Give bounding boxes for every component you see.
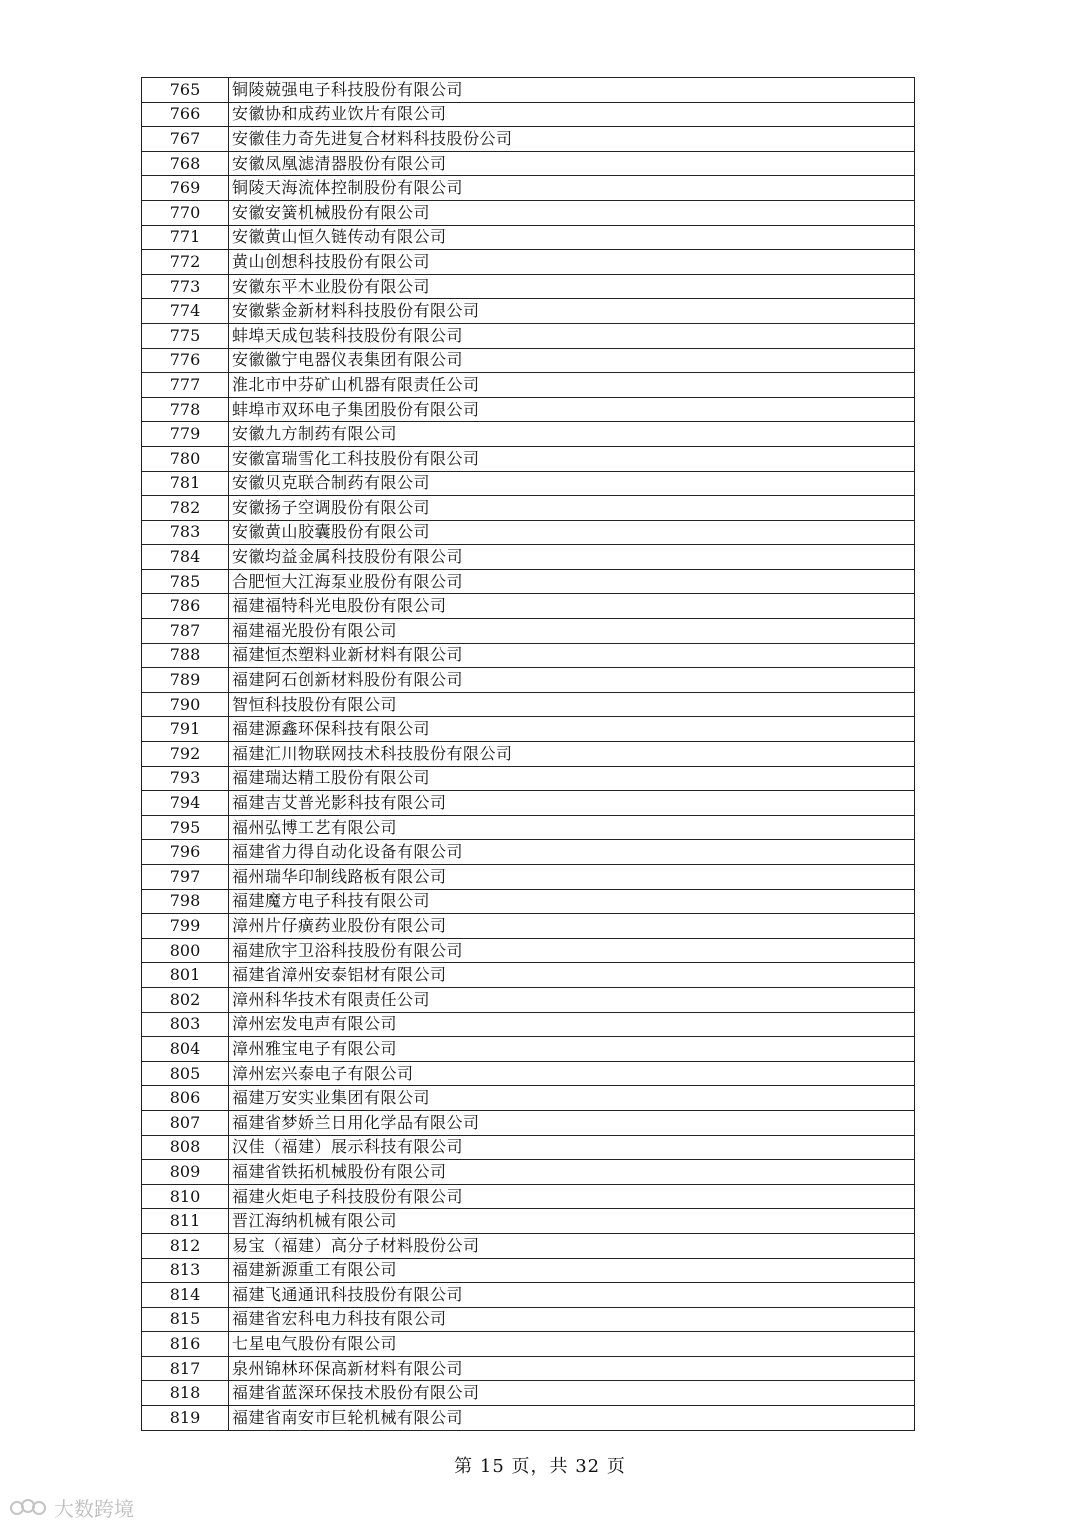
table-row: [142, 151, 915, 176]
table-row: [142, 373, 915, 398]
row-number-cell: 795: [142, 815, 229, 840]
company-name-cell: 福建源鑫环保科技有限公司: [229, 717, 915, 742]
row-number-cell: 799: [142, 914, 229, 939]
company-name-cell: 福建省宏科电力科技有限公司: [229, 1307, 915, 1332]
table-row: [142, 914, 915, 939]
row-number-cell: 791: [142, 717, 229, 742]
company-name-cell: 福州瑞华印制线路板有限公司: [229, 865, 915, 890]
table-row: [142, 1012, 915, 1037]
row-number-cell: 774: [142, 299, 229, 324]
company-name-cell: 蚌埠市双环电子集团股份有限公司: [229, 397, 915, 422]
row-number-cell: 779: [142, 422, 229, 447]
row-number-cell: 814: [142, 1283, 229, 1308]
company-name-cell: 铜陵兢强电子科技股份有限公司: [229, 78, 915, 103]
row-number-cell: 770: [142, 200, 229, 225]
table-row: [142, 102, 915, 127]
table-row: [142, 1209, 915, 1234]
table-row: [142, 545, 915, 570]
row-number-cell: 766: [142, 102, 229, 127]
table-row: [142, 766, 915, 791]
company-name-cell: 蚌埠天成包装科技股份有限公司: [229, 323, 915, 348]
table-row: [142, 1258, 915, 1283]
company-name-cell: 安徽贝克联合制药有限公司: [229, 471, 915, 496]
row-number-cell: 788: [142, 643, 229, 668]
table-row: [142, 520, 915, 545]
table-row: [142, 397, 915, 422]
row-number-cell: 802: [142, 987, 229, 1012]
company-list-table: [141, 77, 915, 1431]
row-number-cell: 796: [142, 840, 229, 865]
row-number-cell: 789: [142, 668, 229, 693]
table-row: [142, 471, 915, 496]
row-number-cell: 785: [142, 569, 229, 594]
company-name-cell: 汉佳（福建）展示科技有限公司: [229, 1135, 915, 1160]
table-row: [142, 717, 915, 742]
company-name-cell: 漳州雅宝电子有限公司: [229, 1037, 915, 1062]
company-name-cell: 福建吉艾普光影科技有限公司: [229, 791, 915, 816]
table-row: [142, 225, 915, 250]
table-row: [142, 1307, 915, 1332]
company-name-cell: 福建火炬电子科技股份有限公司: [229, 1184, 915, 1209]
company-name-cell: 安徽佳力奇先进复合材料科技股份公司: [229, 127, 915, 152]
table-row: [142, 938, 915, 963]
table-row: [142, 1356, 915, 1381]
table-row: [142, 742, 915, 767]
company-name-cell: 福建福特科光电股份有限公司: [229, 594, 915, 619]
row-number-cell: 807: [142, 1110, 229, 1135]
table-row: [142, 323, 915, 348]
row-number-cell: 768: [142, 151, 229, 176]
company-name-cell: 安徽均益金属科技股份有限公司: [229, 545, 915, 570]
company-name-cell: 福建福光股份有限公司: [229, 619, 915, 644]
row-number-cell: 794: [142, 791, 229, 816]
row-number-cell: 805: [142, 1061, 229, 1086]
table-row: [142, 1135, 915, 1160]
row-number-cell: 782: [142, 496, 229, 521]
row-number-cell: 778: [142, 397, 229, 422]
row-number-cell: 790: [142, 692, 229, 717]
row-number-cell: 809: [142, 1160, 229, 1185]
company-name-cell: 智恒科技股份有限公司: [229, 692, 915, 717]
table-row: [142, 815, 915, 840]
company-name-cell: 福建省南安市巨轮机械有限公司: [229, 1406, 915, 1431]
row-number-cell: 817: [142, 1356, 229, 1381]
table-row: [142, 963, 915, 988]
table-row: [142, 1086, 915, 1111]
company-name-cell: 漳州科华技术有限责任公司: [229, 987, 915, 1012]
table-row: [142, 78, 915, 103]
table-row: [142, 569, 915, 594]
table-row: [142, 840, 915, 865]
table-row: [142, 446, 915, 471]
row-number-cell: 793: [142, 766, 229, 791]
row-number-cell: 816: [142, 1332, 229, 1357]
company-name-cell: 易宝（福建）高分子材料股份公司: [229, 1233, 915, 1258]
table-row: [142, 1381, 915, 1406]
company-name-cell: 安徽凤凰滤清器股份有限公司: [229, 151, 915, 176]
company-name-cell: 福建省蓝深环保技术股份有限公司: [229, 1381, 915, 1406]
company-name-cell: 合肥恒大江海泵业股份有限公司: [229, 569, 915, 594]
company-name-cell: 泉州锦林环保高新材料有限公司: [229, 1356, 915, 1381]
row-number-cell: 783: [142, 520, 229, 545]
company-name-cell: 漳州宏兴泰电子有限公司: [229, 1061, 915, 1086]
row-number-cell: 806: [142, 1086, 229, 1111]
company-name-cell: 安徽紫金新材料科技股份有限公司: [229, 299, 915, 324]
table-row: [142, 348, 915, 373]
company-name-cell: 福建瑞达精工股份有限公司: [229, 766, 915, 791]
row-number-cell: 771: [142, 225, 229, 250]
company-name-cell: 福建省梦娇兰日用化学品有限公司: [229, 1110, 915, 1135]
company-name-cell: 安徽黄山恒久链传动有限公司: [229, 225, 915, 250]
table-row: [142, 1037, 915, 1062]
row-number-cell: 775: [142, 323, 229, 348]
row-number-cell: 818: [142, 1381, 229, 1406]
company-name-cell: 黄山创想科技股份有限公司: [229, 250, 915, 275]
company-name-cell: 淮北市中芬矿山机器有限责任公司: [229, 373, 915, 398]
row-number-cell: 767: [142, 127, 229, 152]
table-row: [142, 619, 915, 644]
row-number-cell: 801: [142, 963, 229, 988]
company-name-cell: 安徽黄山胶囊股份有限公司: [229, 520, 915, 545]
table-row: [142, 643, 915, 668]
table-row: [142, 127, 915, 152]
row-number-cell: 798: [142, 889, 229, 914]
company-name-cell: 福建恒杰塑料业新材料有限公司: [229, 643, 915, 668]
table-row: [142, 594, 915, 619]
company-name-cell: 福建飞通通讯科技股份有限公司: [229, 1283, 915, 1308]
table-row: [142, 987, 915, 1012]
row-number-cell: 773: [142, 274, 229, 299]
row-number-cell: 781: [142, 471, 229, 496]
row-number-cell: 784: [142, 545, 229, 570]
row-number-cell: 776: [142, 348, 229, 373]
table-row: [142, 422, 915, 447]
company-name-cell: 晋江海纳机械有限公司: [229, 1209, 915, 1234]
company-name-cell: 安徽九方制药有限公司: [229, 422, 915, 447]
company-name-cell: 福建万安实业集团有限公司: [229, 1086, 915, 1111]
row-number-cell: 797: [142, 865, 229, 890]
row-number-cell: 765: [142, 78, 229, 103]
table-row: [142, 865, 915, 890]
company-name-cell: 安徽扬子空调股份有限公司: [229, 496, 915, 521]
table-body: [142, 78, 915, 1431]
table-row: [142, 692, 915, 717]
table-row: [142, 1406, 915, 1431]
table-row: [142, 274, 915, 299]
company-name-cell: 福建欣宇卫浴科技股份有限公司: [229, 938, 915, 963]
table-row: [142, 1233, 915, 1258]
company-name-cell: 福州弘博工艺有限公司: [229, 815, 915, 840]
row-number-cell: 815: [142, 1307, 229, 1332]
row-number-cell: 800: [142, 938, 229, 963]
row-number-cell: 811: [142, 1209, 229, 1234]
company-name-cell: 福建汇川物联网技术科技股份有限公司: [229, 742, 915, 767]
table-row: [142, 299, 915, 324]
table-row: [142, 668, 915, 693]
company-name-cell: 铜陵天海流体控制股份有限公司: [229, 176, 915, 201]
table-row: [142, 176, 915, 201]
row-number-cell: 777: [142, 373, 229, 398]
row-number-cell: 769: [142, 176, 229, 201]
table-row: [142, 1160, 915, 1185]
row-number-cell: 787: [142, 619, 229, 644]
row-number-cell: 804: [142, 1037, 229, 1062]
watermark: [8, 1494, 134, 1520]
company-name-cell: 安徽富瑞雪化工科技股份有限公司: [229, 446, 915, 471]
row-number-cell: 780: [142, 446, 229, 471]
table-row: [142, 791, 915, 816]
company-name-cell: 福建省漳州安泰铝材有限公司: [229, 963, 915, 988]
company-name-cell: 福建魔方电子科技有限公司: [229, 889, 915, 914]
company-name-cell: 安徽徽宁电器仪表集团有限公司: [229, 348, 915, 373]
table-row: [142, 1283, 915, 1308]
row-number-cell: 819: [142, 1406, 229, 1431]
row-number-cell: 803: [142, 1012, 229, 1037]
page-number-footer: 第 15 页，共 32 页: [454, 1456, 626, 1477]
table-row: [142, 1110, 915, 1135]
table-row: [142, 496, 915, 521]
company-name-cell: 福建省力得自动化设备有限公司: [229, 840, 915, 865]
company-name-cell: 福建新源重工有限公司: [229, 1258, 915, 1283]
company-name-cell: 漳州片仔癀药业股份有限公司: [229, 914, 915, 939]
watermark-logo-icon: [8, 1496, 50, 1518]
table-row: [142, 1061, 915, 1086]
row-number-cell: 772: [142, 250, 229, 275]
table-row: [142, 200, 915, 225]
company-name-cell: 七星电气股份有限公司: [229, 1332, 915, 1357]
company-name-cell: 福建省铁拓机械股份有限公司: [229, 1160, 915, 1185]
company-name-cell: 漳州宏发电声有限公司: [229, 1012, 915, 1037]
watermark-text: 大数跨境: [54, 1496, 134, 1521]
table-row: [142, 889, 915, 914]
row-number-cell: 812: [142, 1233, 229, 1258]
company-name-cell: 安徽协和成药业饮片有限公司: [229, 102, 915, 127]
table-row: [142, 1332, 915, 1357]
company-name-cell: 安徽安簧机械股份有限公司: [229, 200, 915, 225]
table-row: [142, 1184, 915, 1209]
company-name-cell: 安徽东平木业股份有限公司: [229, 274, 915, 299]
row-number-cell: 810: [142, 1184, 229, 1209]
company-name-cell: 福建阿石创新材料股份有限公司: [229, 668, 915, 693]
row-number-cell: 808: [142, 1135, 229, 1160]
row-number-cell: 786: [142, 594, 229, 619]
row-number-cell: 813: [142, 1258, 229, 1283]
table-row: [142, 250, 915, 275]
row-number-cell: 792: [142, 742, 229, 767]
